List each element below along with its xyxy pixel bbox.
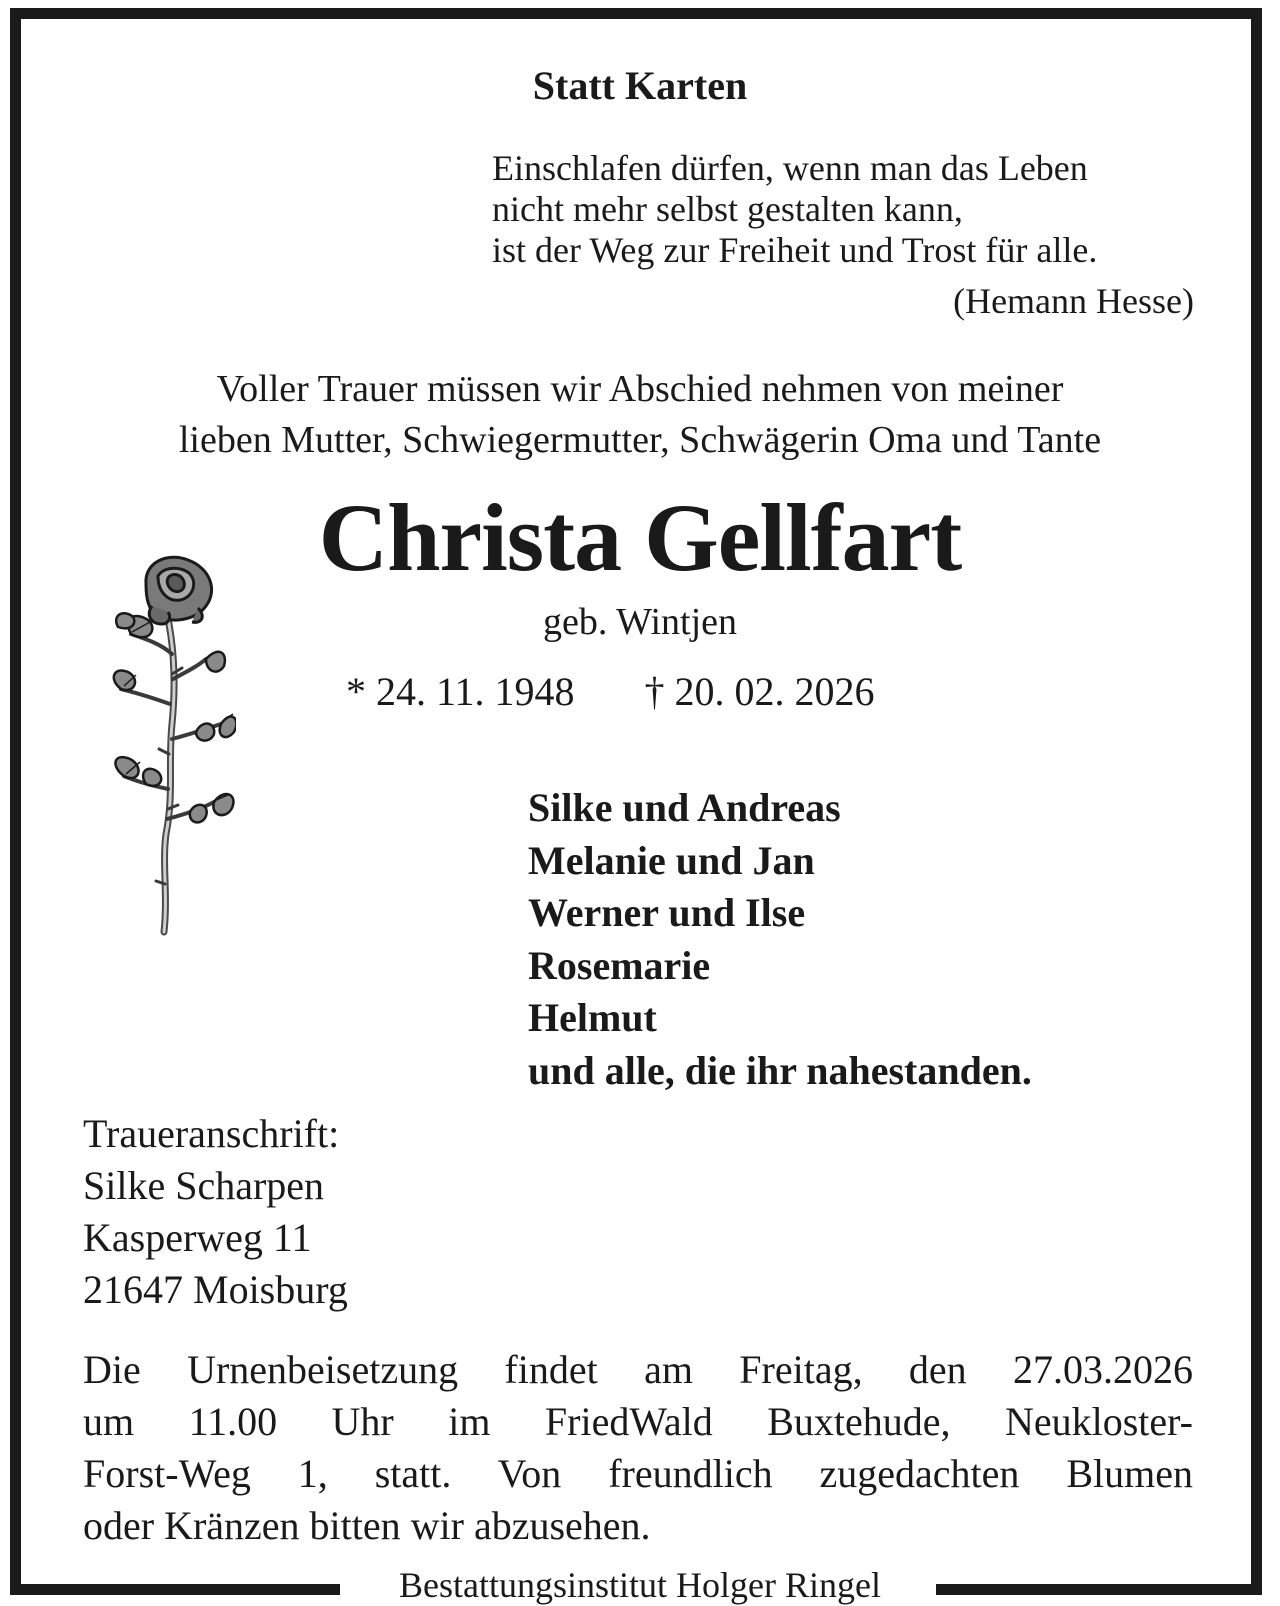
quote-line: ist der Weg zur Freiheit und Trost für alle.	[492, 230, 1098, 270]
mourner: Helmut	[528, 995, 657, 1040]
mourner: Rosemarie	[528, 942, 711, 988]
mourners-list	[528, 782, 1032, 1097]
intro-text	[70, 364, 1210, 466]
address-name: Silke Scharpen	[83, 1163, 325, 1208]
notice-line: Die Urnenbeisetzung findet am Freitag, den 27.03.2026	[83, 1347, 1193, 1392]
burial-notice	[83, 1344, 1193, 1552]
address-label: Traueranschrift:	[83, 1111, 340, 1156]
notice-line: Forst-Weg 1, statt. Von freundlich zugedachten Blumen	[83, 1451, 1193, 1496]
quote-author: (Hemann Hesse)	[953, 281, 1194, 321]
birth-name: geb. Wintjen	[542, 601, 738, 643]
intro-line: Voller Trauer müssen wir Abschied nehmen von meiner	[216, 368, 1064, 410]
footer	[0, 1564, 1280, 1606]
address-city: 21647 Moisburg	[83, 1267, 348, 1312]
quote-line: Einschlafen dürfen, wenn man das Leben	[492, 148, 1088, 188]
life-dates	[346, 668, 875, 715]
quote-line: nicht mehr selbst gestalten kann,	[492, 189, 963, 229]
funeral-home: Bestattungsinstitut Holger Ringel	[385, 1565, 895, 1605]
notice-line: um 11.00 Uhr im FriedWald Buxtehude, Neukloster-	[83, 1399, 1193, 1444]
mourning-address	[83, 1108, 348, 1316]
mourner: Silke und Andreas	[528, 785, 841, 830]
mourner: Melanie und Jan	[528, 837, 815, 883]
mourner: und alle, die ihr nahestanden.	[528, 1047, 1032, 1093]
death-date: † 20. 02. 2026	[644, 669, 875, 714]
birth-date: * 24. 11. 1948	[346, 669, 575, 714]
mourner: Werner und Ilse	[528, 890, 806, 935]
deceased-name: Christa Gellfart	[318, 484, 962, 591]
header-title: Statt Karten	[532, 63, 748, 108]
address-street: Kasperweg 11	[83, 1215, 312, 1260]
quote	[492, 148, 1097, 271]
intro-line: lieben Mutter, Schwiegermutter, Schwägerin Oma und Tante	[178, 419, 1102, 461]
rose-icon	[106, 554, 236, 949]
notice-line: oder Kränzen bitten wir abzusehen.	[83, 1503, 651, 1548]
